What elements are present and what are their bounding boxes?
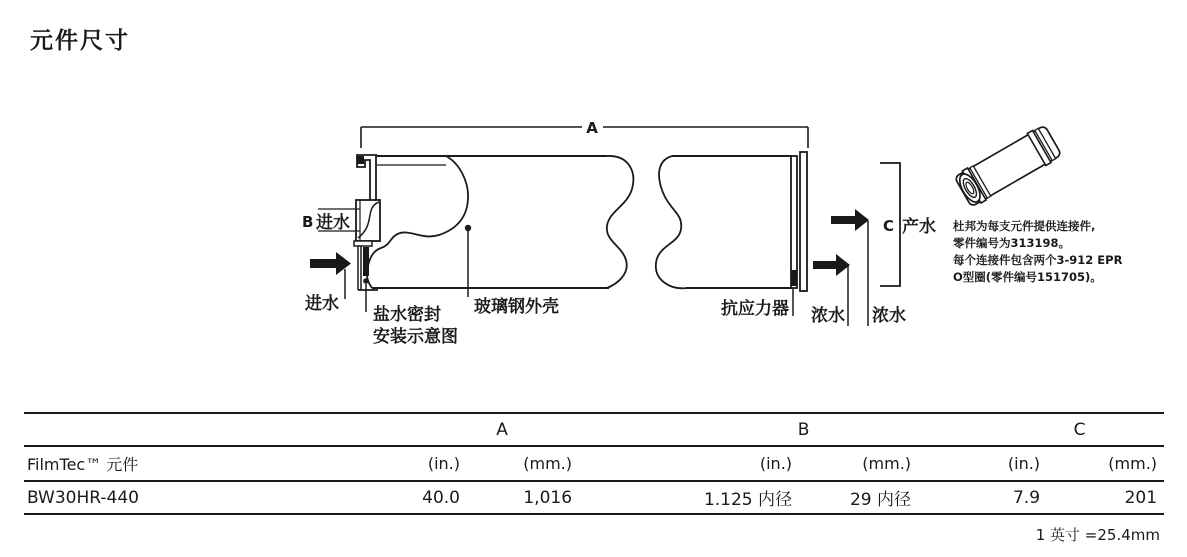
unit-header-c-mm: (mm.) (1046, 446, 1164, 481)
connector-note-line1: 杜邦为每支元件提供连接件, (953, 219, 1096, 233)
table-group-header-row (24, 413, 1164, 446)
feed-arrow-label: 进水 (305, 294, 339, 314)
unit-header-c-in: (in.) (917, 446, 1046, 481)
connector-note-line2: 零件编号为313198。 (953, 236, 1071, 250)
connector-note (953, 219, 1123, 284)
value-a-mm: 1,016 (466, 481, 578, 514)
feed-port-label: 进水 (316, 213, 350, 233)
element-model-name: BW30HR-440 (24, 481, 370, 514)
unit-header-a-mm: (mm.) (466, 446, 578, 481)
value-c-mm: 201 (1046, 481, 1164, 514)
group-header-b: B (578, 413, 917, 446)
group-header-a: A (370, 413, 578, 446)
unit-header-b-in: (in.) (578, 446, 798, 481)
element-shell-outline (367, 156, 792, 288)
concentrate-arrow-icon (813, 254, 850, 276)
page-title: 元件尺寸 (30, 27, 130, 54)
dimensions-table (24, 412, 1164, 515)
dimension-a-label: A (586, 119, 598, 137)
unit-header-b-mm: (mm.) (798, 446, 917, 481)
brine-seal-label-line1: 盐水密封 (373, 305, 441, 325)
end-plates (791, 152, 807, 291)
connector-note-line3: 每个连接件包含两个3-912 EPR (953, 253, 1123, 267)
value-b-mm: 29 内径 (798, 481, 917, 514)
product-label: 产水 (902, 217, 936, 237)
group-header-c: C (917, 413, 1164, 446)
concentrate-label-2: 浓水 (872, 306, 906, 326)
group-header-spacer (24, 413, 370, 446)
connector-note-line4: O型圈(零件编号151705)。 (953, 270, 1102, 284)
atd-label: 抗应力器 (721, 299, 789, 319)
dimension-c-label: C (883, 217, 895, 235)
dimension-b-label: B (302, 213, 314, 231)
interconnector-illustration (954, 124, 1063, 208)
value-a-in: 40.0 (370, 481, 466, 514)
product-arrow-icon (831, 209, 869, 231)
unit-header-a-in: (in.) (370, 446, 466, 481)
torn-cutaway-edge (367, 156, 468, 288)
table-units-row (24, 446, 1164, 481)
concentrate-label-1: 浓水 (811, 306, 845, 326)
shell-label: 玻璃钢外壳 (474, 297, 559, 317)
element-name-header: FilmTec™ 元件 (24, 446, 370, 481)
dimension-a (361, 127, 808, 148)
table-row (24, 481, 1164, 514)
brine-seal-label-line2: 安装示意图 (373, 327, 458, 347)
unit-conversion-note: 1 英寸 =25.4mm (1035, 526, 1160, 544)
value-b-in: 1.125 内径 (578, 481, 798, 514)
value-c-in: 7.9 (917, 481, 1046, 514)
shell-break-left (607, 156, 634, 288)
shell-break-right (656, 156, 687, 288)
